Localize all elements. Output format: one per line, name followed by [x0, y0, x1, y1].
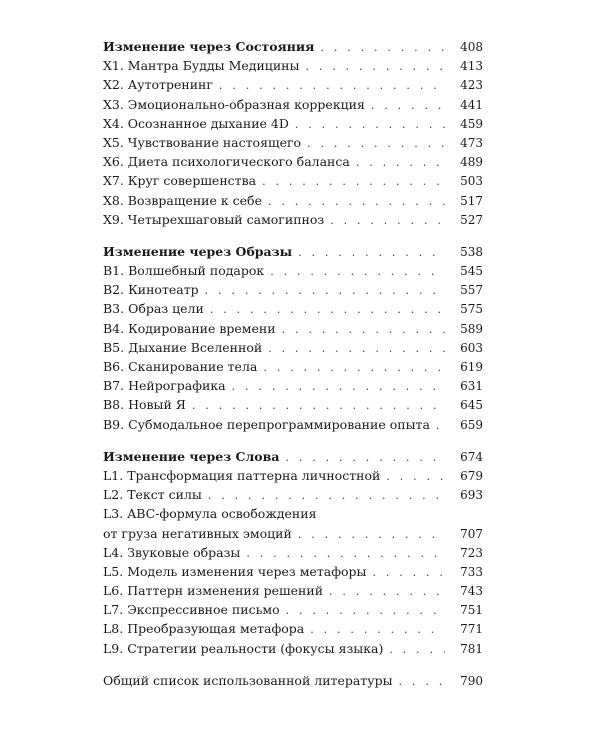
- toc-entry-label: B1. Волшебный подарок: [103, 263, 265, 279]
- toc-entry[interactable]: [103, 376, 483, 395]
- page-number: 781: [460, 641, 483, 656]
- leader-dots: [320, 38, 445, 57]
- toc-entry[interactable]: [103, 191, 483, 210]
- toc-entry[interactable]: [103, 75, 483, 94]
- toc-entry-label: L5. Модель изменения через метафоры: [103, 563, 367, 579]
- page-number: 679: [460, 468, 483, 483]
- toc-entry[interactable]: [103, 210, 483, 229]
- page-number: 575: [460, 302, 483, 317]
- toc-entry[interactable]: [103, 581, 483, 600]
- page-number: 674: [460, 449, 483, 464]
- leader-dots: [286, 601, 445, 620]
- leader-dots: [436, 416, 445, 435]
- leader-dots: [310, 620, 445, 639]
- page-number: 527: [460, 212, 483, 227]
- leader-dots: [268, 339, 445, 358]
- page-number: 751: [460, 603, 483, 618]
- toc-entry-label: X1. Мантра Будды Медицины: [103, 58, 300, 74]
- page-number: 743: [460, 584, 483, 599]
- toc-entry-label: B8. Новый Я: [103, 397, 186, 413]
- page-number: 545: [460, 264, 483, 279]
- toc-entry-label: L7. Экспрессивное письмо: [103, 602, 280, 618]
- leader-dots: [307, 134, 445, 153]
- toc-entry-label: L6. Паттерн изменения решений: [103, 583, 324, 599]
- leader-dots: [262, 172, 445, 191]
- toc-entry-label: от груза негативных эмоций: [103, 525, 292, 541]
- toc-entry-label: X5. Чувствование настоящего: [103, 134, 302, 150]
- leader-dots: [205, 281, 445, 300]
- toc-entry[interactable]: [103, 485, 483, 504]
- leader-dots: [330, 211, 445, 230]
- toc-entry-label: X6. Диета психологического баланса: [103, 154, 350, 170]
- leader-dots: [268, 192, 445, 211]
- page-number: 489: [460, 155, 483, 170]
- toc-entry[interactable]: [103, 395, 483, 414]
- leader-dots: [389, 640, 445, 659]
- toc-entry-label: Общий список использованной литературы: [103, 672, 393, 688]
- leader-dots: [305, 57, 445, 76]
- toc-entry-label: X9. Четырехшаговый самогипноз: [103, 211, 325, 227]
- leader-dots: [386, 467, 445, 486]
- leader-dots: [371, 96, 445, 115]
- toc-entry[interactable]: [103, 415, 483, 434]
- toc-entry[interactable]: [103, 152, 483, 171]
- page-number: 693: [460, 488, 483, 503]
- toc-entry[interactable]: [103, 261, 483, 280]
- leader-dots: [295, 115, 445, 134]
- toc-heading-label: Изменение через Слова: [103, 448, 280, 464]
- toc-entry-label: X3. Эмоционально-образная коррекция: [103, 96, 365, 112]
- page-number: 619: [460, 360, 483, 374]
- toc-entry[interactable]: [103, 114, 483, 133]
- page-number: 538: [460, 244, 483, 259]
- toc-entry-label: X7. Круг совершенства: [103, 173, 257, 189]
- toc-entry-label: B9. Субмодальное перепрограммирование опыта: [103, 416, 430, 432]
- toc-entry[interactable]: [103, 299, 483, 318]
- leader-dots: [208, 486, 445, 505]
- toc-entry-label: L8. Преобразующая метафора: [103, 621, 305, 637]
- leader-dots: [329, 582, 445, 601]
- toc-entry[interactable]: [103, 543, 483, 562]
- toc-entry-label: X8. Возвращение к себе: [103, 192, 262, 208]
- toc-entry-label: B3. Образ цели: [103, 301, 204, 317]
- toc-entry[interactable]: [103, 133, 483, 152]
- toc-entry[interactable]: [103, 504, 483, 523]
- leader-dots: [285, 448, 445, 467]
- page-number: 473: [460, 135, 483, 150]
- leader-dots: [372, 563, 445, 582]
- toc-entry-label: X4. Осознанное дыхание 4D: [103, 115, 289, 131]
- page-number: 441: [460, 97, 483, 112]
- toc-entry[interactable]: [103, 600, 483, 619]
- page-number: 645: [460, 398, 483, 413]
- toc-heading[interactable]: [103, 242, 483, 261]
- page-number: 603: [460, 340, 483, 355]
- toc-entry-label: L3. ABC-формула освобождения: [103, 506, 317, 522]
- toc-entry-label: B5. Дыхание Вселенной: [103, 339, 263, 355]
- toc-entry[interactable]: [103, 639, 483, 658]
- toc-entry-label: X2. Аутотренинг: [103, 77, 213, 93]
- page-number: 413: [460, 59, 483, 74]
- toc-section-bibliography: [103, 671, 483, 690]
- leader-dots: [219, 76, 445, 95]
- leader-dots: [210, 300, 445, 319]
- page-number: 659: [460, 417, 483, 432]
- toc-entry[interactable]: [103, 338, 483, 357]
- leader-dots: [399, 672, 445, 691]
- toc-entry[interactable]: [103, 280, 483, 299]
- toc-entry[interactable]: [103, 95, 483, 114]
- toc-entry[interactable]: [103, 319, 483, 338]
- leader-dots: [232, 377, 445, 396]
- toc-entry-continuation[interactable]: [103, 524, 483, 543]
- leader-dots: [282, 320, 445, 339]
- toc-entry-label: L9. Стратегии реальности (фокусы языка): [103, 640, 384, 656]
- toc-entry-label: B2. Кинотеатр: [103, 282, 199, 298]
- toc-entry-label: B4. Кодирование времени: [103, 320, 276, 336]
- leader-dots: [270, 262, 445, 281]
- page-number: 557: [460, 283, 483, 298]
- page-number: 771: [460, 622, 483, 637]
- table-of-contents: [103, 37, 483, 690]
- leader-dots: [356, 153, 445, 172]
- toc-entry[interactable]: [103, 357, 483, 376]
- leader-dots: [298, 525, 445, 544]
- page-number: 631: [460, 379, 483, 394]
- toc-entry[interactable]: [103, 56, 483, 75]
- page-number: 517: [460, 193, 483, 208]
- toc-entry[interactable]: [103, 171, 483, 190]
- page-number: 723: [460, 545, 483, 560]
- leader-dots: [246, 544, 445, 563]
- toc-entry-label: L4. Звуковые образы: [103, 544, 241, 560]
- toc-entry-label: B7. Нейрографика: [103, 378, 226, 394]
- leader-dots: [192, 396, 445, 415]
- leader-dots: [298, 243, 445, 262]
- toc-heading-label: Изменение через Состояния: [103, 39, 315, 54]
- toc-heading[interactable]: [103, 447, 483, 466]
- page-number: 790: [460, 673, 483, 688]
- toc-section-images: [103, 242, 483, 434]
- toc-entry-bibliography[interactable]: [103, 671, 483, 690]
- page-number: 408: [460, 40, 483, 54]
- toc-entry-label: L1. Трансформация паттерна личностной: [103, 467, 381, 483]
- page-number: 423: [460, 78, 483, 93]
- page-number: 589: [460, 321, 483, 336]
- toc-heading[interactable]: [103, 37, 483, 56]
- toc-section-words: [103, 447, 483, 658]
- page-number: 503: [460, 174, 483, 189]
- page-number: 707: [460, 526, 483, 541]
- toc-entry-label: B6. Сканирование тела: [103, 359, 258, 374]
- toc-heading-label: Изменение через Образы: [103, 243, 293, 259]
- toc-entry[interactable]: [103, 466, 483, 485]
- toc-entry-label: L2. Текст силы: [103, 487, 202, 503]
- toc-entry[interactable]: [103, 619, 483, 638]
- leader-dots: [263, 358, 445, 377]
- page-number: 733: [460, 564, 483, 579]
- page-number: 459: [460, 116, 483, 131]
- toc-section-states: [103, 37, 483, 229]
- toc-entry[interactable]: [103, 562, 483, 581]
